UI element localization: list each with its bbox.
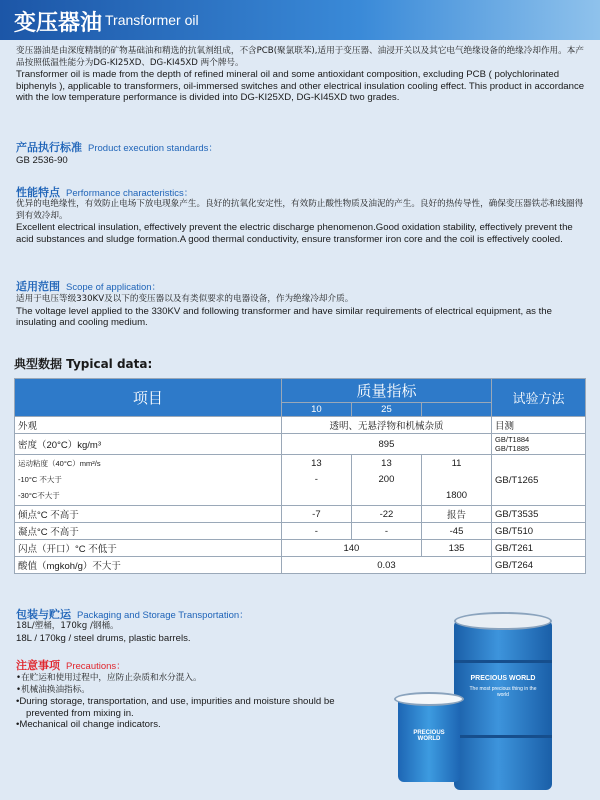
header-quality: 质量指标 [281, 379, 491, 403]
row-acid-item: 酸值（mgkoh/g）不大于 [15, 557, 282, 574]
precaution-item-2: •机械油换油指标。 [16, 684, 90, 695]
precautions-title [16, 657, 126, 673]
row-flash-45: 135 [421, 540, 491, 557]
header-method: 试验方法 [492, 379, 586, 417]
plastic-pail-image [398, 700, 460, 782]
viscosity-label-10: -10°C 不大于 [18, 475, 62, 484]
row-freeze-45: -45 [421, 523, 491, 540]
precautions-title-en: Precautions： [66, 661, 126, 672]
scope-section [16, 294, 588, 329]
precautions-title-cn: 注意事项 [16, 659, 60, 672]
scope-title-cn: 适用范围 [16, 280, 60, 293]
performance-title [16, 184, 193, 200]
precautions-section [16, 673, 396, 731]
table-row [15, 434, 586, 455]
typical-data-title: 典型数据 Typical data: [14, 357, 153, 371]
viscosity-25-b: 200 [378, 474, 395, 485]
precaution-item-3-cont: prevented from mixing in. [26, 707, 134, 719]
performance-text-en: Excellent electrical insulation, effectively prevent the electric discharge phenomenon.Good oxidation stability, effectively prevent the acid substances and sludge formation.A good thermal conductivity, ensure transformer iron core and the coil is effectively cooled. [16, 222, 573, 245]
table-header-row [15, 379, 586, 403]
row-pour-45: 报告 [421, 506, 491, 523]
row-freeze-10: - [281, 523, 351, 540]
table-row [15, 557, 586, 574]
packaging-title-cn: 包装与贮运 [16, 608, 71, 621]
packaging-section [16, 621, 396, 644]
viscosity-10-a: 13 [311, 458, 322, 469]
row-freeze-25: - [351, 523, 421, 540]
drum-lid [454, 612, 552, 630]
precaution-item-1: •在贮运和使用过程中，应防止杂质和水分混入。 [16, 673, 202, 683]
performance-section [16, 199, 588, 245]
row-appearance-item: 外观 [15, 417, 282, 434]
viscosity-25-a: 13 [381, 458, 392, 469]
packaging-line-en: 18L / 170kg / steel drums, plastic barrels. [16, 632, 191, 644]
packaging-title-en: Packaging and Storage Transportation： [77, 610, 249, 621]
viscosity-45-a: 11 [451, 458, 462, 469]
viscosity-10-b: - [314, 474, 318, 485]
precaution-item-4: •Mechanical oil change indicators. [16, 719, 161, 731]
grade-25: 25 [351, 403, 421, 417]
performance-title-en: Performance characteristics： [66, 188, 194, 199]
row-pour-10: -7 [281, 506, 351, 523]
row-appearance-method: 目测 [492, 417, 586, 434]
scope-text-en: The voltage level applied to the 330KV and following transformer and have similar requirements of electrical equipment, as the insulating and cooling medium. [16, 305, 552, 329]
table-row [15, 506, 586, 523]
scope-title [16, 278, 161, 294]
row-flash-item: 闪点（开口）°C 不低于 [15, 540, 282, 557]
row-density-method [492, 434, 586, 455]
page-header [0, 0, 600, 40]
row-freeze-method: GB/T510 [492, 523, 586, 540]
row-freeze-item: 凝点°C 不高于 [15, 523, 282, 540]
pail-logo: PRECIOUS WORLD [413, 730, 445, 742]
intro-text-en: Transformer oil is made from the depth of refined mineral oil and some antioxidant composition, excluding PCB ( polychlorinated biphenyls ), applicable to transformers, oil-immersed switches and other electrical insulation cooling effect. This product in accordance with the low temperature performance is divided into DG-KI25XD, DG-KI45XD two grades. [16, 69, 585, 104]
table-row [15, 417, 586, 434]
row-pour-25: -22 [351, 506, 421, 523]
row-appearance-value: 透明、无悬浮物和机械杂质 [281, 417, 491, 434]
page-title-en: Transformer oil [105, 12, 199, 28]
performance-title-cn: 性能特点 [16, 186, 60, 199]
typical-data-table [14, 378, 586, 574]
table-row [15, 540, 586, 557]
row-viscosity-45 [421, 455, 491, 506]
row-acid-value: 0.03 [281, 557, 491, 574]
viscosity-label-30: -30°C不大于 [18, 491, 60, 500]
row-acid-method: GB/T264 [492, 557, 586, 574]
viscosity-label: 运动粘度（40°C）mm²/s [18, 459, 101, 468]
standards-title [16, 139, 218, 155]
precaution-item-3: •During storage, transportation, and use, impurities and moisture should be [16, 696, 335, 708]
pail-lid [394, 692, 464, 706]
row-density-value: 895 [281, 434, 491, 455]
row-viscosity-10 [281, 455, 351, 506]
drum-band [454, 660, 552, 663]
row-pour-method: GB/T3535 [492, 506, 586, 523]
drum-logo [466, 675, 540, 698]
standards-title-cn: 产品执行标准 [16, 141, 82, 154]
packaging-title [16, 606, 249, 622]
viscosity-45-b: 1800 [445, 490, 468, 501]
performance-text-cn: 优异的电绝缘性，有效防止电场下放电现象产生。良好的抗氧化安定性，有效防止酸性物质及油泥的产生。良好的热传导性，确保变压器铁芯和线圈得到有效冷却。 [16, 199, 584, 221]
row-viscosity-item [15, 455, 282, 506]
row-density-item: 密度（20°C）kg/m³ [15, 434, 282, 455]
packaging-line-cn: 18L/塑桶，170kg /钢桶。 [16, 621, 119, 631]
row-viscosity-method: GB/T1265 [492, 455, 586, 506]
page-title-cn: 变压器油 [14, 11, 103, 36]
standards-title-en: Product execution standards： [88, 143, 218, 154]
grade-10: 10 [281, 403, 351, 417]
steel-drum-image [454, 620, 552, 790]
table-row [15, 523, 586, 540]
drum-brand: PRECIOUS WORLD [470, 675, 536, 682]
standards-value: GB 2536-90 [16, 155, 68, 166]
table-row [15, 455, 586, 506]
row-viscosity-25 [351, 455, 421, 506]
density-method-2: GB/T1885 [495, 444, 530, 453]
intro-section [16, 46, 588, 104]
intro-text-cn: 变压器油是由深度精制的矿物基础油和精选的抗氧剂组成，不含PCB(聚氯联苯),适用于变压器、油浸开关以及其它电气绝缘设备的绝缘冷却作用。本产品按照低温性能分为DG-KI25XD、DG-KI45XD 两个牌号。 [16, 46, 584, 68]
row-flash-10-25: 140 [281, 540, 421, 557]
row-pour-item: 倾点°C 不高于 [15, 506, 282, 523]
scope-text-cn: 适用于电压等级330KV及以下的变压器以及有类似要求的电器设备，作为绝缘冷却介质。 [16, 294, 354, 304]
header-item: 项目 [15, 379, 282, 417]
drum-band [454, 735, 552, 738]
drum-slogan: The most precious thing in the world [469, 686, 537, 698]
grade-blank [421, 403, 491, 417]
density-method-1: GB/T1884 [495, 435, 530, 444]
scope-title-en: Scope of application： [66, 282, 162, 293]
row-flash-method: GB/T261 [492, 540, 586, 557]
